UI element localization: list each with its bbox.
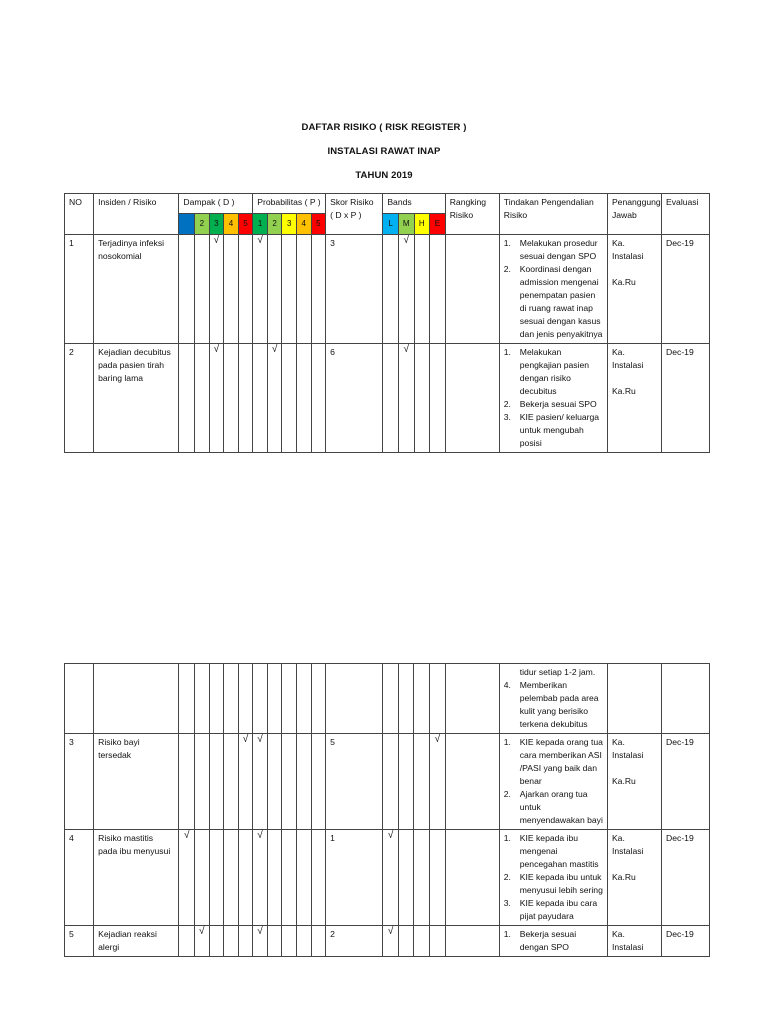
pj-gap [612,858,657,871]
probabilitas-cell-1 [253,344,268,453]
risk-row [65,344,710,453]
row-insiden: Kejadian decubitus pada pasien tirah baring lama [94,344,179,453]
continuation-cell [296,664,311,734]
action-item [504,871,603,897]
risk-register-table-page2 [64,663,710,957]
dampak-cell-4 [224,734,239,830]
header-penanggung: Penanggung Jawab [607,194,661,235]
continuation-cell [414,664,430,734]
band-cell-3 [414,830,430,926]
band-cell-4 [430,235,446,344]
doc-subtitle-unit: INSTALASI RAWAT INAP [327,146,441,157]
action-text: KIE kepada ibu mengenai pencegahan mastitis [519,833,599,869]
continuation-cell [398,664,414,734]
header-insiden: Insiden / Risiko [94,194,179,235]
probabilitas-scale-2: 2 [267,214,282,235]
action-text: KIE kepada ibu untuk menyusui lebih sering [519,872,603,895]
dampak-cell-1 [179,926,195,957]
probabilitas-cell-3 [282,926,297,957]
action-list [504,832,603,923]
row-penanggung [607,235,661,344]
row-skor: 6 [326,344,383,453]
action-number: 2. [503,789,511,799]
row-evaluasi: Dec-19 [662,926,710,957]
action-text: Koordinasi dengan admission mengenai penempatan pasien di ruang rawat inap sesuai dengan kasus dan jenis penyakitnya [519,264,603,339]
row-evaluasi: Dec-19 [662,344,710,453]
pj-instalasi: Ka. Instalasi [611,238,644,261]
row-penanggung [607,926,661,957]
pj-instalasi: Ka. Instalasi [611,929,644,952]
band-l: L [383,214,399,235]
action-number: 2. [503,399,511,409]
dampak-cell-1: √ [179,830,195,926]
row-evaluasi: Dec-19 [662,830,710,926]
dampak-cell-2 [195,830,210,926]
action-item [504,832,603,871]
row-no: 2 [65,344,94,453]
action-number: 3. [503,412,511,422]
action-text: Bekerja sesuai dengan SPO [519,929,577,952]
continuation-cell [94,664,179,734]
action-text: KIE kepada ibu cara pijat payudara [519,898,598,921]
continuation-cell [195,664,210,734]
row-tindakan [499,926,607,957]
action-number: 1. [503,929,511,939]
row-tindakan [499,235,607,344]
header-skor: Skor Risiko ( D x P ) [326,194,383,235]
band-cell-3 [414,235,430,344]
action-number: 1. [503,833,511,843]
action-item [504,263,603,341]
dampak-cell-3 [209,830,224,926]
row-skor: 5 [326,734,383,830]
action-list [504,928,603,954]
header-no: NO [65,194,94,235]
probabilitas-cell-1: √ [253,830,268,926]
action-item [504,666,603,679]
dampak-cell-1 [179,734,195,830]
continuation-cell [209,664,224,734]
probabilitas-cell-4 [296,734,311,830]
pj-gap [612,762,657,775]
header-bands: Bands [383,194,445,214]
row-rangking [445,830,499,926]
action-item [504,411,603,450]
row-tindakan [499,734,607,830]
probabilitas-cell-4 [296,344,311,453]
dampak-cell-3 [209,734,224,830]
band-m: M [398,214,414,235]
risk-row [65,235,710,344]
row-penanggung [607,830,661,926]
dampak-cell-5 [238,344,253,453]
probabilitas-cell-1: √ [253,235,268,344]
band-cell-4 [430,344,446,453]
header-evaluasi: Evaluasi [662,194,710,235]
continuation-cell [282,664,297,734]
action-text: Melakukan pengkajian pasien dengan risiko decubitus [519,347,590,396]
row-rangking [445,344,499,453]
risk-register-table-page1 [64,193,710,453]
continuation-cell [267,664,282,734]
band-e: E [430,214,446,235]
action-item [504,237,603,263]
doc-subtitle-year: TAHUN 2019 [355,170,413,181]
dampak-cell-4 [224,344,239,453]
probabilitas-cell-5 [311,344,326,453]
row-skor: 2 [326,926,383,957]
continuation-penanggung [607,664,661,734]
continuation-cell [383,664,399,734]
band-cell-4: √ [430,734,446,830]
dampak-cell-2 [195,235,210,344]
band-cell-3 [414,926,430,957]
dampak-cell-3 [209,926,224,957]
probabilitas-cell-3 [282,830,297,926]
pj-instalasi: Ka. Instalasi [611,833,644,856]
row-no: 5 [65,926,94,957]
row-insiden: Risiko mastitis pada ibu menyusui [94,830,179,926]
row-no: 3 [65,734,94,830]
band-cell-1 [383,734,399,830]
pj-instalasi: Ka. Instalasi [611,737,644,760]
continuation-cell [65,664,94,734]
continuation-cell [445,664,499,734]
dampak-cell-4 [224,830,239,926]
probabilitas-cell-4 [296,926,311,957]
action-text: KIE pasien/ keluarga untuk mengubah posisi [519,412,600,448]
dampak-cell-3: √ [209,344,224,453]
probabilitas-cell-4 [296,830,311,926]
action-number: 3. [503,898,511,908]
band-cell-2: √ [398,235,414,344]
action-number: 4. [503,680,511,690]
row-no: 4 [65,830,94,926]
row-insiden: Kejadian reaksi alergi [94,926,179,957]
dampak-cell-5 [238,926,253,957]
action-item [504,346,603,398]
continuation-tindakan [499,664,607,734]
dampak-cell-5 [238,830,253,926]
probabilitas-cell-3 [282,344,297,453]
action-item [504,679,603,731]
continuation-action-list [504,666,603,731]
action-number: 1. [503,347,511,357]
row-rangking [445,926,499,957]
probabilitas-cell-1: √ [253,926,268,957]
row-skor: 1 [326,830,383,926]
action-item [504,788,603,827]
probabilitas-cell-2 [267,830,282,926]
row-rangking [445,734,499,830]
action-list [504,237,603,341]
action-text: tidur setiap 1-2 jam. [519,667,596,677]
continuation-cell [224,664,239,734]
band-cell-2: √ [398,344,414,453]
row-penanggung [607,734,661,830]
row-evaluasi: Dec-19 [662,235,710,344]
pj-karu: Ka.Ru [611,277,636,287]
dampak-scale-1: 1 [179,214,195,235]
probabilitas-cell-3 [282,734,297,830]
dampak-scale-2: 2 [195,214,210,235]
row-tindakan [499,830,607,926]
band-cell-1: √ [383,830,399,926]
band-cell-2 [398,926,414,957]
row-rangking [445,235,499,344]
band-cell-2 [398,830,414,926]
row-penanggung [607,344,661,453]
doc-title: DAFTAR RISIKO ( RISK REGISTER ) [301,122,467,133]
risk-row [65,734,710,830]
probabilitas-cell-5 [311,734,326,830]
action-list [504,736,603,827]
continuation-row [65,664,710,734]
dampak-scale-3: 3 [209,214,224,235]
action-text: Ajarkan orang tua untuk menyendawakan bayi [519,789,603,825]
probabilitas-cell-2: √ [267,344,282,453]
dampak-cell-2 [195,734,210,830]
row-evaluasi: Dec-19 [662,734,710,830]
row-no: 1 [65,235,94,344]
row-insiden: Terjadinya infeksi nosokomial [94,235,179,344]
band-cell-1 [383,344,399,453]
header-tindakan: Tindakan Pengendalian Risiko [499,194,607,235]
action-text: Bekerja sesuai SPO [519,399,597,409]
action-item [504,897,603,923]
pj-karu: Ka.Ru [611,776,636,786]
probabilitas-scale-1: 1 [253,214,268,235]
action-number: 2. [503,872,511,882]
continuation-evaluasi [662,664,710,734]
dampak-cell-5: √ [238,734,253,830]
probabilitas-scale-3: 3 [282,214,297,235]
probabilitas-cell-5 [311,830,326,926]
continuation-cell [238,664,253,734]
row-tindakan [499,344,607,453]
band-cell-1: √ [383,926,399,957]
action-text: Melakukan prosedur sesuai dengan SPO [519,238,598,261]
action-number: 1. [503,238,511,248]
risk-row [65,830,710,926]
action-text: Memberikan pelembab pada area kulit yang berisiko terkena dekubitus [519,680,599,729]
band-cell-3 [414,734,430,830]
probabilitas-scale-5: 5 [311,214,326,235]
band-cell-1 [383,235,399,344]
action-item [504,398,603,411]
continuation-cell [326,664,383,734]
band-cell-4 [430,830,446,926]
probabilitas-cell-5 [311,235,326,344]
dampak-cell-4 [224,926,239,957]
dampak-cell-1 [179,235,195,344]
risk-row [65,926,710,957]
probabilitas-cell-2 [267,734,282,830]
continuation-cell [179,664,195,734]
pj-gap [612,263,657,276]
probabilitas-cell-1: √ [253,734,268,830]
header-dampak: Dampak ( D ) [179,194,253,214]
probabilitas-scale-4: 4 [296,214,311,235]
band-cell-2 [398,734,414,830]
continuation-cell [430,664,446,734]
probabilitas-cell-5 [311,926,326,957]
dampak-cell-2: √ [195,926,210,957]
dampak-cell-3: √ [209,235,224,344]
dampak-cell-1 [179,344,195,453]
row-skor: 3 [326,235,383,344]
header-rangking: Rangking Risiko [445,194,499,235]
probabilitas-cell-2 [267,235,282,344]
dampak-cell-4 [224,235,239,344]
action-number: 1. [503,737,511,747]
action-item [504,928,603,954]
action-list [504,346,603,450]
dampak-cell-5 [238,235,253,344]
probabilitas-cell-4 [296,235,311,344]
continuation-cell [253,664,268,734]
pj-instalasi: Ka. Instalasi [611,347,644,370]
action-text: KIE kepada orang tua cara memberikan ASI /PASI yang baik dan benar [519,737,603,786]
dampak-scale-5: 5 [238,214,253,235]
band-cell-4 [430,926,446,957]
probabilitas-cell-3 [282,235,297,344]
band-h: H [414,214,430,235]
pj-gap [612,372,657,385]
row-insiden: Risiko bayi tersedak [94,734,179,830]
header-probabilitas: Probabilitas ( P ) [253,194,326,214]
dampak-cell-2 [195,344,210,453]
probabilitas-cell-2 [267,926,282,957]
action-item [504,736,603,788]
dampak-scale-4: 4 [224,214,239,235]
continuation-cell [311,664,326,734]
pj-karu: Ka.Ru [611,872,636,882]
pj-karu: Ka.Ru [611,386,636,396]
band-cell-3 [414,344,430,453]
action-number: 2. [503,264,511,274]
